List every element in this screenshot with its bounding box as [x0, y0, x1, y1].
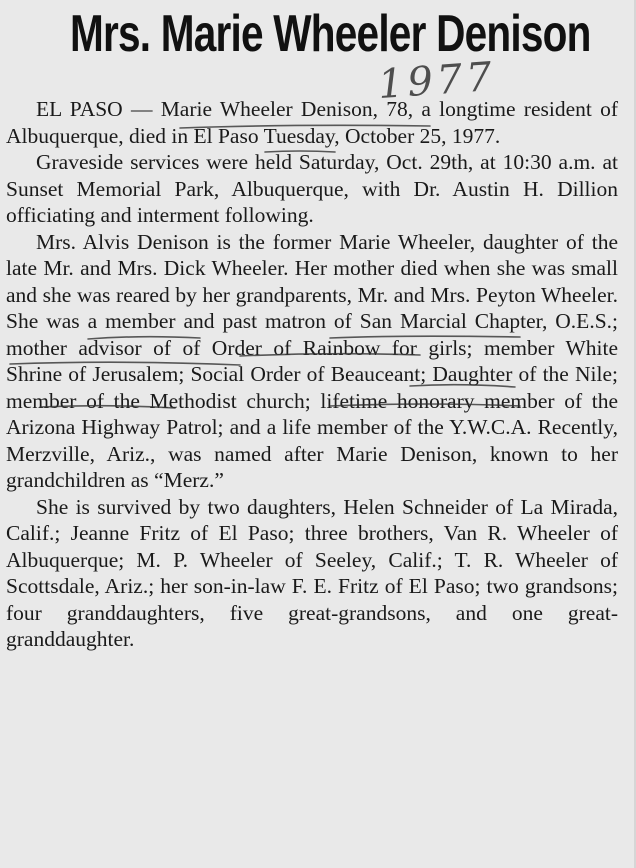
obituary-body [6, 96, 618, 653]
paragraph-survivors: She is survived by two daughters, Helen Schneider of La Mirada, Calif.; Jeanne Fritz of El Paso; three brothers, Van R. Wheeler of Albuquerque; M. P. Wheeler of Seeley, Calif.; T. R. Wheeler of Scottsdale, Ariz.; her son-in-law F. E. Fritz of El Paso; two grandsons; four granddaughters, five great-grandsons, and one great-granddaughter. [6, 494, 618, 651]
paragraph-death-notice: EL PASO — Marie Wheeler Denison, 78, a longtime resident of Albuquerque, died in El Paso Tuesday, October 25, 1977. [6, 97, 618, 148]
handwritten-year-annotation: 1977 [376, 53, 498, 109]
paragraph-services: Graveside services were held Saturday, Oct. 29th, at 10:30 a.m. at Sunset Memorial Park, Albuquerque, with Dr. Austin H. Dillion officiating and interment following. [6, 150, 618, 227]
paragraph-biography: Mrs. Alvis Denison is the former Marie Wheeler, daughter of the late Mr. and Mrs. Dick Wheeler. Her mother died when she was small and she was reared by her grandparents, Mr. and Mrs. Peyton Wheeler. She was a member and past matron of San Marcial Chapter, O.E.S.; mother advisor of of Order of Rainbow for girls; member White Shrine of Jerusalem; Social Order of Beauceant; Daughter of the Nile; member of the Methodist church; lifetime honorary member of the Arizona Highway Patrol; and a life member of the Y.W.C.A. Recently, Merzville, Ariz., was named after Marie Denison, known to her grandchildren as “Merz.” [6, 229, 618, 492]
obituary-headline: Mrs. Marie Wheeler Denison [69, 5, 591, 63]
